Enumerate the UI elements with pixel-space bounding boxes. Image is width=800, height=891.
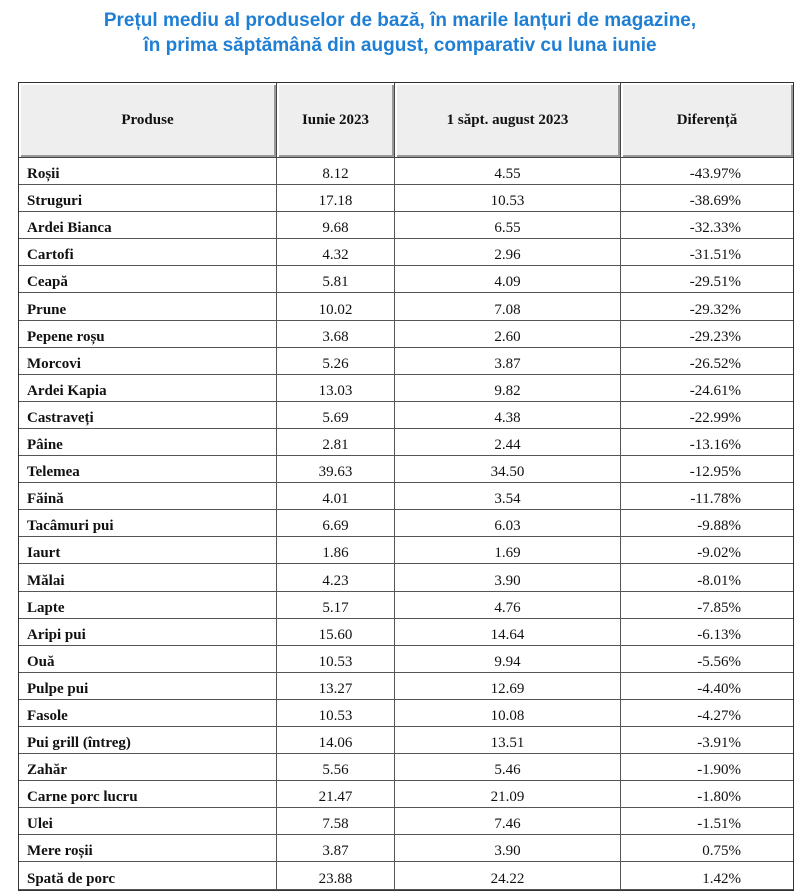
table-row <box>19 510 793 537</box>
june-price-cell: 23.88 <box>277 862 395 889</box>
product-name-cell: Mere roșii <box>19 835 277 862</box>
product-name-cell: Struguri <box>19 185 277 212</box>
august-price-cell: 2.44 <box>395 429 621 456</box>
table-row <box>19 808 793 835</box>
table-row <box>19 646 793 673</box>
june-price-cell: 7.58 <box>277 808 395 835</box>
june-price-cell: 14.06 <box>277 727 395 754</box>
table-row <box>19 564 793 591</box>
june-price-cell: 39.63 <box>277 456 395 483</box>
table-row <box>19 537 793 564</box>
august-price-cell: 10.53 <box>395 185 621 212</box>
august-price-cell: 2.96 <box>395 239 621 266</box>
product-name-cell: Aripi pui <box>19 619 277 646</box>
june-price-cell: 4.32 <box>277 239 395 266</box>
difference-cell: -26.52% <box>621 348 793 375</box>
difference-cell: -24.61% <box>621 375 793 402</box>
june-price-cell: 10.02 <box>277 293 395 320</box>
june-price-cell: 13.03 <box>277 375 395 402</box>
product-name-cell: Ceapă <box>19 266 277 293</box>
table-row <box>19 754 793 781</box>
product-name-cell: Carne porc lucru <box>19 781 277 808</box>
difference-cell: -22.99% <box>621 402 793 429</box>
product-name-cell: Iaurt <box>19 537 277 564</box>
difference-cell: -5.56% <box>621 646 793 673</box>
table-row <box>19 781 793 808</box>
product-name-cell: Telemea <box>19 456 277 483</box>
title-line-1: Prețul mediu al produselor de bază, în marile lanțuri de magazine, <box>103 10 697 31</box>
table-row <box>19 293 793 320</box>
header-produse: Produse <box>19 83 277 158</box>
product-name-cell: Ardei Kapia <box>19 375 277 402</box>
product-name-cell: Lapte <box>19 592 277 619</box>
table-row <box>19 429 793 456</box>
page-title <box>0 8 800 58</box>
table-header-row <box>19 83 793 158</box>
header-iunie-2023: Iunie 2023 <box>277 83 395 158</box>
table-row <box>19 348 793 375</box>
table-row <box>19 592 793 619</box>
august-price-cell: 7.08 <box>395 293 621 320</box>
june-price-cell: 21.47 <box>277 781 395 808</box>
product-name-cell: Pepene roșu <box>19 321 277 348</box>
august-price-cell: 7.46 <box>395 808 621 835</box>
june-price-cell: 3.87 <box>277 835 395 862</box>
product-name-cell: Tacâmuri pui <box>19 510 277 537</box>
table-row <box>19 456 793 483</box>
august-price-cell: 4.55 <box>395 158 621 185</box>
august-price-cell: 9.94 <box>395 646 621 673</box>
difference-cell: 0.75% <box>621 835 793 862</box>
product-name-cell: Fasole <box>19 700 277 727</box>
product-name-cell: Spată de porc <box>19 862 277 889</box>
table-row <box>19 673 793 700</box>
august-price-cell: 9.82 <box>395 375 621 402</box>
product-name-cell: Pui grill (întreg) <box>19 727 277 754</box>
august-price-cell: 6.03 <box>395 510 621 537</box>
product-name-cell: Făină <box>19 483 277 510</box>
difference-cell: -12.95% <box>621 456 793 483</box>
june-price-cell: 5.81 <box>277 266 395 293</box>
product-name-cell: Zahăr <box>19 754 277 781</box>
difference-cell: -6.13% <box>621 619 793 646</box>
august-price-cell: 10.08 <box>395 700 621 727</box>
august-price-cell: 14.64 <box>395 619 621 646</box>
june-price-cell: 15.60 <box>277 619 395 646</box>
august-price-cell: 13.51 <box>395 727 621 754</box>
june-price-cell: 13.27 <box>277 673 395 700</box>
difference-cell: -29.32% <box>621 293 793 320</box>
table-row <box>19 700 793 727</box>
header-august-2023: 1 săpt. august 2023 <box>395 83 621 158</box>
table-row <box>19 862 793 889</box>
difference-cell: 1.42% <box>621 862 793 889</box>
difference-cell: -1.90% <box>621 754 793 781</box>
difference-cell: -32.33% <box>621 212 793 239</box>
difference-cell: -8.01% <box>621 564 793 591</box>
august-price-cell: 21.09 <box>395 781 621 808</box>
header-diferenta: Diferență <box>621 83 793 158</box>
august-price-cell: 4.76 <box>395 592 621 619</box>
product-name-cell: Castraveți <box>19 402 277 429</box>
difference-cell: -9.02% <box>621 537 793 564</box>
june-price-cell: 4.01 <box>277 483 395 510</box>
june-price-cell: 1.86 <box>277 537 395 564</box>
table-row <box>19 212 793 239</box>
june-price-cell: 9.68 <box>277 212 395 239</box>
price-table <box>18 82 794 891</box>
product-name-cell: Prune <box>19 293 277 320</box>
june-price-cell: 8.12 <box>277 158 395 185</box>
june-price-cell: 2.81 <box>277 429 395 456</box>
table-row <box>19 402 793 429</box>
june-price-cell: 17.18 <box>277 185 395 212</box>
difference-cell: -9.88% <box>621 510 793 537</box>
table-row <box>19 619 793 646</box>
june-price-cell: 4.23 <box>277 564 395 591</box>
june-price-cell: 5.17 <box>277 592 395 619</box>
table-row <box>19 158 793 185</box>
august-price-cell: 4.38 <box>395 402 621 429</box>
difference-cell: -1.51% <box>621 808 793 835</box>
june-price-cell: 10.53 <box>277 700 395 727</box>
table-row <box>19 375 793 402</box>
difference-cell: -3.91% <box>621 727 793 754</box>
difference-cell: -13.16% <box>621 429 793 456</box>
difference-cell: -4.27% <box>621 700 793 727</box>
difference-cell: -11.78% <box>621 483 793 510</box>
table-row <box>19 835 793 862</box>
product-name-cell: Roșii <box>19 158 277 185</box>
difference-cell: -43.97% <box>621 158 793 185</box>
product-name-cell: Ulei <box>19 808 277 835</box>
june-price-cell: 5.69 <box>277 402 395 429</box>
title-line-2: în prima săptămână din august, comparativ cu luna iunie <box>143 35 657 56</box>
august-price-cell: 12.69 <box>395 673 621 700</box>
august-price-cell: 3.87 <box>395 348 621 375</box>
table-row <box>19 727 793 754</box>
difference-cell: -1.80% <box>621 781 793 808</box>
difference-cell: -4.40% <box>621 673 793 700</box>
august-price-cell: 24.22 <box>395 862 621 889</box>
difference-cell: -31.51% <box>621 239 793 266</box>
table-body <box>19 158 793 890</box>
difference-cell: -29.23% <box>621 321 793 348</box>
product-name-cell: Pâine <box>19 429 277 456</box>
august-price-cell: 6.55 <box>395 212 621 239</box>
table-row <box>19 239 793 266</box>
june-price-cell: 5.26 <box>277 348 395 375</box>
august-price-cell: 2.60 <box>395 321 621 348</box>
product-name-cell: Cartofi <box>19 239 277 266</box>
august-price-cell: 34.50 <box>395 456 621 483</box>
august-price-cell: 3.90 <box>395 835 621 862</box>
august-price-cell: 1.69 <box>395 537 621 564</box>
product-name-cell: Morcovi <box>19 348 277 375</box>
product-name-cell: Pulpe pui <box>19 673 277 700</box>
product-name-cell: Mălai <box>19 564 277 591</box>
table-row <box>19 321 793 348</box>
table-row <box>19 483 793 510</box>
difference-cell: -7.85% <box>621 592 793 619</box>
august-price-cell: 5.46 <box>395 754 621 781</box>
june-price-cell: 10.53 <box>277 646 395 673</box>
june-price-cell: 5.56 <box>277 754 395 781</box>
august-price-cell: 3.90 <box>395 564 621 591</box>
difference-cell: -38.69% <box>621 185 793 212</box>
table-row <box>19 185 793 212</box>
product-name-cell: Ardei Bianca <box>19 212 277 239</box>
august-price-cell: 4.09 <box>395 266 621 293</box>
june-price-cell: 6.69 <box>277 510 395 537</box>
august-price-cell: 3.54 <box>395 483 621 510</box>
june-price-cell: 3.68 <box>277 321 395 348</box>
table-row <box>19 266 793 293</box>
difference-cell: -29.51% <box>621 266 793 293</box>
product-name-cell: Ouă <box>19 646 277 673</box>
